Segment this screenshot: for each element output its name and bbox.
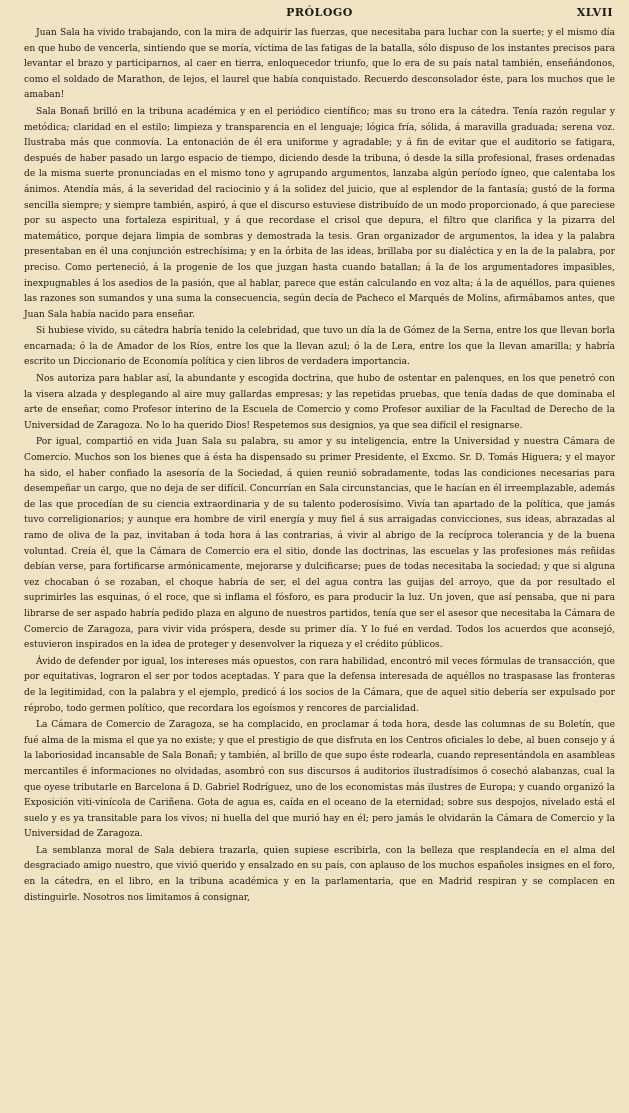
paragraph-5: Por igual, compartió en vida Juan Sala su palabra, su amor y su inteligencia, entre la Universidad y nuestra Cámara de Comercio. Muchos son los bienes que á ésta ha dispensado su primer Presidente, el Excmo. Sr. D. Tomás Higuera; y el mayor ha sido, el haber confiado la asesoría de la Sociedad, á quien reunió sobradamente, todas las condiciones necesarias para desempeñar un cargo, que no deja de ser difícil. Concurrían en Sala circunstancias, que le hacían en él irreemplazable, además de las que procedían de su ciencia extraordinaria y de su talento poderosísimo. Vivía tan apartado de la política, que jamás tuvo correligionarios; y aunque era hombre de viril energía y muy fiel á sus arraigadas convicciones, sus ideas, abrazadas al ramo de oliva de la paz, invitaban á toda hora á las contrarias, á vivir al abrigo de la recíproca tolerancia y de la buena voluntad. Creía él, que la Cámara de Comercio era el sitio, donde las doctrinas, las escuelas y las profesiones más reñidas debían verse, para fortificarse armónicamente, mejorarse y dulcificarse; pues de todas necesitaba la sociedad; y que si alguna vez chocaban ó se rozaban, el choque habría de ser, el del agua contra las guijas del arroyo, que da por resultado el suprimirles las esquinas, ó el roce, que si inflama el fósforo, es para producir la luz. Un joven, que así pensaba, que ni para librarse de ser aspado habría pedido plaza en alguno de nuestros partidos, tenía que ser el asesor que necesitaba la Cámara de Comercio de Zaragoza, para vivir vida próspera, desde su primer día. Y lo fué en verdad. Todos los acuerdos que aconsejó, estuvieron inspirados en la idea de proteger y desenvolver la riqueza y el crédito públicos. [24,437,615,651]
body-text [24,26,615,906]
paragraph-7: La Cámara de Comercio de Zaragoza, se ha complacido, en proclamar á toda hora, desde las columnas de su Boletín, que fué alma de la misma el que ya no existe; y que el prestigio de que disfruta en los Centros oficiales lo debe, al buen consejo y á la laboriosidad incansable de Sala Bonañ; y también, al brillo de que supo éste rodearla, cuando representándola en asambleas mercantiles é informaciones no olvidadas, asombró con sus discursos á auditorios ilustradísimos ó cosechó alabanzas, cual la que oyese tributarle en Barcelona á D. Gabriel Rodríguez, uno de los economistas más ilustres de Europa; y cuando organizó la Exposición viti-vinícola de Cariñena. Gota de agua es, caída en el oceano de la eternidad; sobre sus despojos, nivelado está el suelo y es ya transitable para los vivos; ni huella del que murió hay en él; pero jamás le olvidarán la Cámara de Comercio y la Universidad de Zaragoza. [24,720,615,840]
paragraph-3: Si hubiese vivido, su cátedra habría tenido la celebridad, que tuvo un día la de Gómez de la Serna, entre los que llevan borla encarnada; ó la de Amador de los Ríos, entre los que la llevan azul; ó la de Lera, entre los que la llevan amarilla; y habría escrito un Diccionario de Economía política y cien libros de verdadera importancia. [24,326,615,368]
paragraph-1: Juan Sala ha vivido trabajando, con la mira de adquirir las fuerzas, que necesitaba para luchar con la suerte; y el mismo día en que hubo de vencerla, sintiendo que se moría, víctima de las fatigas de la batalla, sólo dispuso de los instantes precisos para levantar el brazo y participarnos, al caer en tierra, enloquecedor triunfo, que lo era de su país natal también, enseñándonos, como el soldado de Marathon, de lejos, el laurel que había conquistado. Recuerdo desconsolador éste, para los muchos que le amaban! [24,28,615,101]
paragraph-8: La semblanza moral de Sala debiera trazarla, quien supiese escribirla, con la belleza que resplandecía en el alma del desgraciado amigo nuestro, que vivió querido y ensalzado en su país, con aplauso de los muchos españoles insignes en el foro, en la cátedra, en el libro, en la tribuna académica y en la parlamentaria, que en Madrid respiran y se complacen en distinguirle. Nosotros nos limitamos á consignar, [24,845,615,903]
paragraph-4: Nos autoriza para hablar así, la abundante y escogida doctrina, que hubo de ostentar en palenques, en los que penetró con la visera alzada y desplegando al aire muy gallardas empresas; y las repetidas pruebas, que tenía dadas de que dominaba el arte de enseñar, como Profesor interino de la Escuela de Comercio y como Profesor auxiliar de la Facultad de Derecho de la Universidad de Zaragoza. No lo ha querido Dios! Respetemos sus designios, ya que sea difícil el resignarse. [24,374,615,431]
page-header [24,6,615,26]
running-title: PRÓLOGO [286,6,353,19]
paragraph-6: Ávido de defender por igual, los intereses más opuestos, con rara habilidad, encontró mil veces fórmulas de transacción, que por equitativas, lograron el ser por todos aceptadas. Y para que la defensa interesada de aquéllos no traspasase las fronteras de la legitimidad, con la palabra y el ejemplo, predicó á los socios de la Cámara, que de aquel sitio debería ser expulsado por réprobo, todo germen político, que recordara los egoísmos y rencores de parcialidad. [24,656,615,714]
paragraph-2: Sala Bonañ brilló en la tribuna académica y en el periódico científico; mas su trono era la cátedra. Tenía razón regular y metódica; claridad en el estilo; limpieza y transparencia en el lenguaje; lógica fría, sólida, á maravilla graduada; serena voz. Ilustraba más que conmovía. La entonación de él era uniforme y agradable; y á fin de evitar que el auditorio se fatigara, después de haber pasado un largo espacio de tiempo, diciendo desde la tribuna, ó desde la silla profesional, frases ordenadas de la misma suerte pronunciadas en el mismo tono y agrupando argumentos, lanzaba algún período ígneo, que calentaba los ánimos. Atendía más, á la severidad del raciocinio y á la solidez del juicio, que al esplendor de la fantasía; gustó de la forma sencilla siempre; y siempre también, aspiró, á que el discurso estuviese distribuído de un modo proporcionado, á que pareciese por su aspecto una fortaleza espiritual, y á que recordase el crisol que depura, el filtro que clarifica y la pizarra del matemático, porque dejara limpia de sombras y demostrada la tesis. Gran organizador de argumentos, la idea y la palabra presentaban en él una conjunción estrechísima; y en la órbita de las ideas, brillaba por su dialéctica y en la de la palabra, por preciso. Como perteneció, á la progenie de los que juzgan hasta cuando batallan; á la de los argumentadores impasibles, inexpugnables á los asedios de la pasión, que al hablar, parece que están calculando en voz alta; á la de aquéllos, para quienes las razones son sumandos y una suma la consecuencia, según decía de Pacheco el Marqués de Molins, afirmábamos antes, que Juan Sala había nacido para enseñar. [24,106,615,320]
page-number: XLVII [576,6,613,19]
